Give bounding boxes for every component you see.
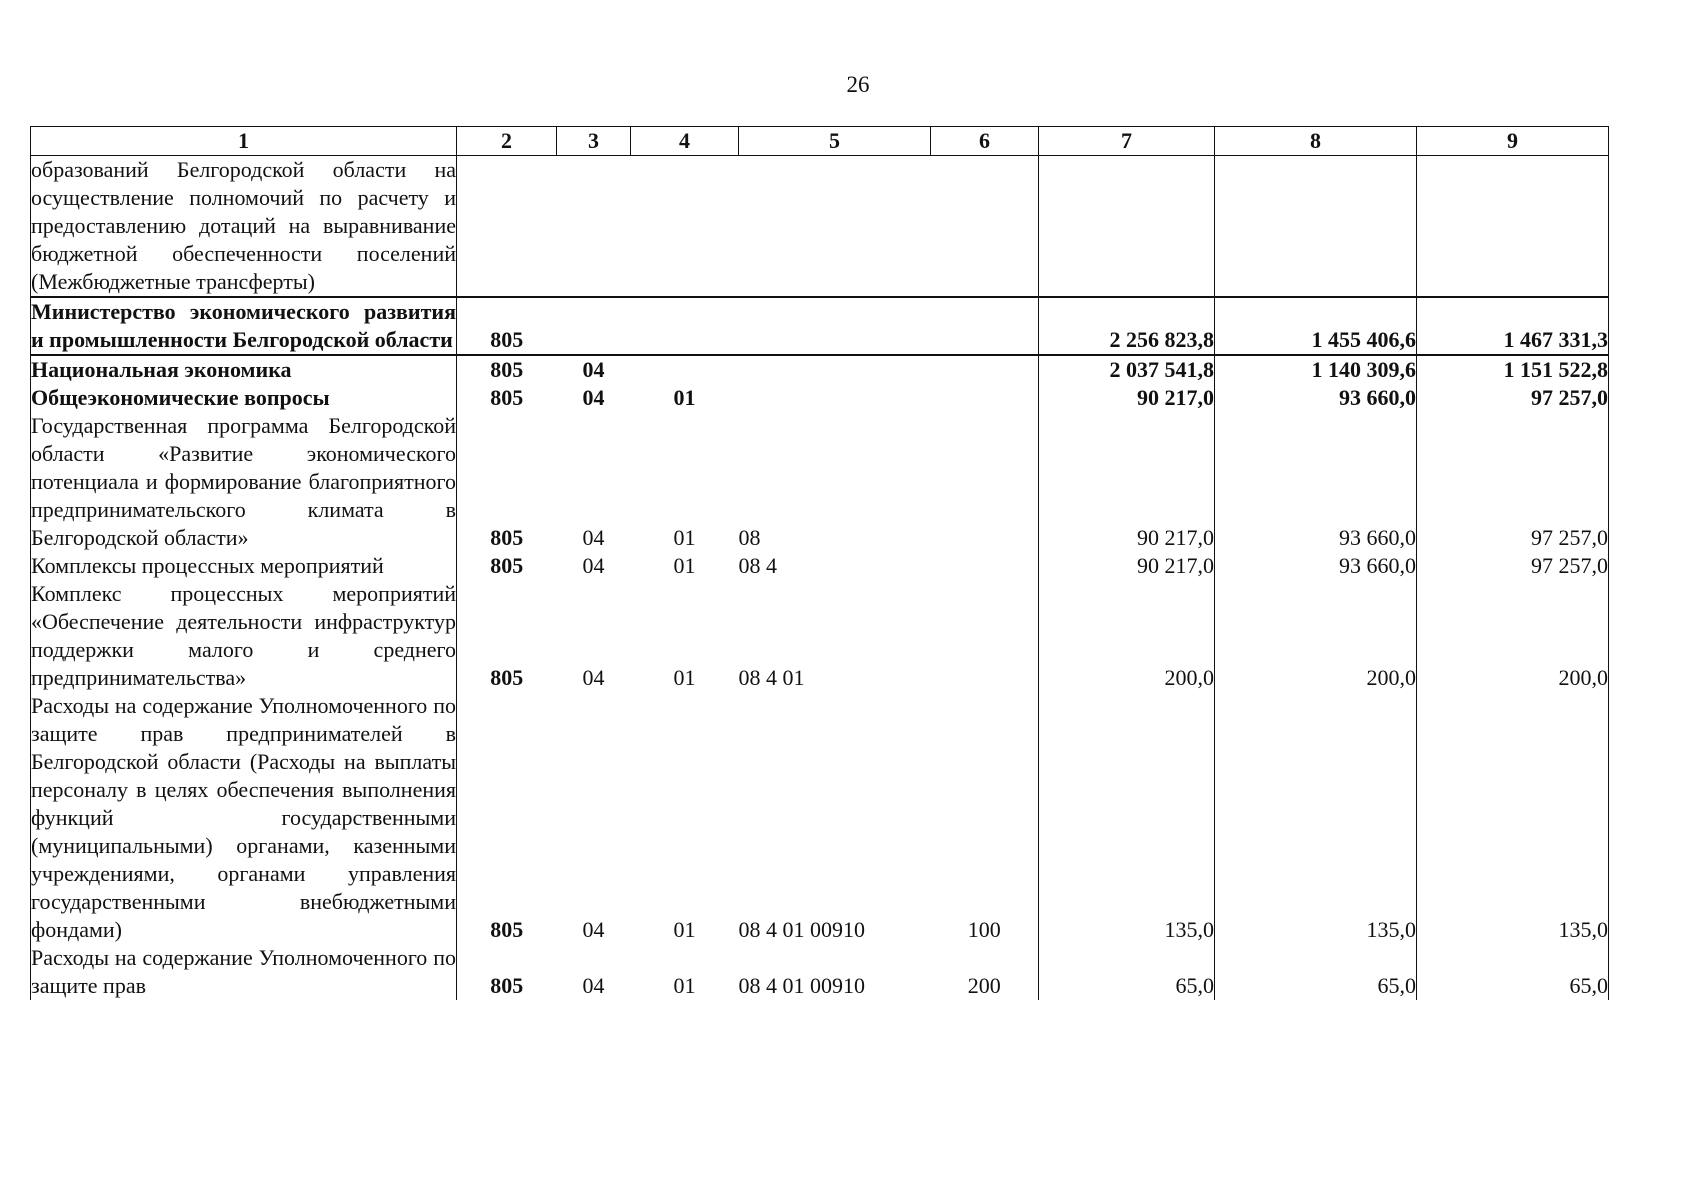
- cell-c2: 805: [457, 355, 557, 384]
- cell-c7: 90 217,0: [1039, 384, 1215, 412]
- column-header-5: 5: [739, 127, 931, 156]
- row-description: Комплекс процессных мероприятий «Обеспечение деятельности инфраструктур поддержки малого и среднего предпринимательства»: [31, 581, 456, 690]
- table-row: [31, 944, 1609, 1000]
- cell-c4: [631, 355, 739, 384]
- cell-c9: 97 257,0: [1417, 384, 1609, 412]
- table-row: [31, 297, 1609, 355]
- row-description: Общеэкономические вопросы: [31, 384, 457, 412]
- cell-c4: 01: [673, 917, 696, 942]
- cell-c9: 1 151 522,8: [1417, 355, 1609, 384]
- table-row: [31, 552, 1609, 580]
- cell-c7: 200,0: [1039, 580, 1215, 692]
- row-description: Расходы на содержание Уполномоченного по защите прав предпринимателей в Белгородской области (Расходы на выплаты персоналу в целях обеспечения выполнения функций государственными (муниципальными) органами, казенными учреждениями, органами управления государственными внебюджетными фондами): [31, 693, 456, 942]
- row-description: Министерство экономического развития и промышленности Белгородской области: [31, 297, 457, 355]
- cell-c3: [557, 297, 631, 355]
- cell-c7: 2 037 541,8: [1039, 355, 1215, 384]
- cell-c7: 135,0: [1039, 692, 1215, 944]
- cell-c2: 805: [457, 944, 557, 1000]
- column-header-8: 8: [1215, 127, 1417, 156]
- cell-c7: 90 217,0: [1039, 552, 1215, 580]
- table-row: [31, 580, 1609, 692]
- column-header-9: 9: [1417, 127, 1609, 156]
- cell-c7: [1039, 156, 1215, 298]
- cell-c8: 200,0: [1215, 580, 1417, 692]
- cell-c8: 93 660,0: [1215, 552, 1417, 580]
- table-row: [31, 412, 1609, 552]
- cell-c5: [739, 355, 931, 384]
- cell-c2: 805: [457, 297, 557, 355]
- cell-c3: [557, 156, 631, 298]
- cell-c3: 04: [582, 525, 605, 550]
- cell-c4: 01: [673, 525, 696, 550]
- column-header-3: 3: [557, 127, 631, 156]
- cell-c4: [631, 156, 739, 298]
- table-row: [31, 692, 1609, 944]
- cell-c9: 65,0: [1417, 944, 1609, 1000]
- cell-c5: [739, 156, 931, 298]
- cell-c2: 805: [457, 580, 557, 692]
- cell-c6: [931, 412, 1039, 552]
- cell-c8: [1215, 156, 1417, 298]
- row-description: Расходы на содержание Уполномоченного по защите прав: [31, 945, 456, 998]
- table-row: [31, 355, 1609, 384]
- page-number: 26: [846, 72, 870, 97]
- cell-c7: 90 217,0: [1039, 412, 1215, 552]
- cell-c4: 01: [673, 385, 696, 410]
- cell-c8: 93 660,0: [1215, 384, 1417, 412]
- cell-c6: [931, 580, 1039, 692]
- cell-c9: 135,0: [1417, 692, 1609, 944]
- cell-c4: [631, 297, 739, 355]
- cell-c5: 08 4 01: [738, 665, 805, 690]
- cell-c6: [931, 355, 1039, 384]
- cell-c3: 04: [582, 357, 605, 382]
- cell-c3: 04: [582, 917, 605, 942]
- budget-table: [30, 126, 1609, 1000]
- cell-c8: 1 455 406,6: [1215, 297, 1417, 355]
- table-body: [31, 156, 1609, 1001]
- cell-c4: 01: [673, 665, 696, 690]
- cell-c9: 97 257,0: [1417, 552, 1609, 580]
- cell-c7: 2 256 823,8: [1039, 297, 1215, 355]
- cell-c7: 65,0: [1039, 944, 1215, 1000]
- cell-c3: 04: [582, 665, 605, 690]
- cell-c4: 01: [673, 973, 696, 998]
- cell-c9: 97 257,0: [1417, 412, 1609, 552]
- row-description: Национальная экономика: [31, 355, 457, 384]
- row-description: образований Белгородской области на осуществление полномочий по расчету и предоставлению дотаций на выравнивание бюджетной обеспеченности поселений (Межбюджетные трансферты): [31, 156, 457, 298]
- cell-c5: 08 4 01 00910: [738, 973, 865, 998]
- cell-c6: [931, 156, 1039, 298]
- cell-c8: 65,0: [1215, 944, 1417, 1000]
- cell-c9: [1417, 156, 1609, 298]
- cell-c6: 100: [931, 692, 1039, 944]
- cell-c5: 08 4 01 00910: [738, 917, 865, 942]
- cell-c2: 805: [457, 692, 557, 944]
- cell-c6: 200: [931, 944, 1039, 1000]
- cell-c6: [931, 297, 1039, 355]
- cell-c5: 08: [738, 525, 761, 550]
- cell-c6: [931, 384, 1039, 412]
- column-header-7: 7: [1039, 127, 1215, 156]
- table-row: [31, 384, 1609, 412]
- cell-c2: 805: [457, 384, 557, 412]
- cell-c6: [931, 552, 1039, 580]
- cell-c8: 93 660,0: [1215, 412, 1417, 552]
- column-header-2: 2: [457, 127, 557, 156]
- cell-c5: [739, 297, 931, 355]
- cell-c2: 805: [457, 552, 557, 580]
- header-row: [31, 127, 1609, 156]
- column-header-6: 6: [931, 127, 1039, 156]
- cell-c9: 1 467 331,3: [1417, 297, 1609, 355]
- row-description: Государственная программа Белгородской области «Развитие экономического потенциала и формирование благоприятного предпринимательского климата в Белгородской области»: [31, 413, 456, 550]
- column-header-4: 4: [631, 127, 739, 156]
- cell-c4: 01: [673, 553, 696, 578]
- cell-c2: 805: [457, 412, 557, 552]
- cell-c3: 04: [582, 553, 605, 578]
- table-row: [31, 156, 1609, 298]
- cell-c5: 08 4: [738, 553, 777, 578]
- cell-c5: [739, 384, 931, 412]
- cell-c8: 1 140 309,6: [1215, 355, 1417, 384]
- column-header-1: 1: [31, 127, 457, 156]
- row-description: Комплексы процессных мероприятий: [31, 552, 457, 580]
- cell-c3: 04: [582, 385, 605, 410]
- cell-c2: [457, 156, 557, 298]
- cell-c3: 04: [582, 973, 605, 998]
- cell-c8: 135,0: [1215, 692, 1417, 944]
- cell-c9: 200,0: [1417, 580, 1609, 692]
